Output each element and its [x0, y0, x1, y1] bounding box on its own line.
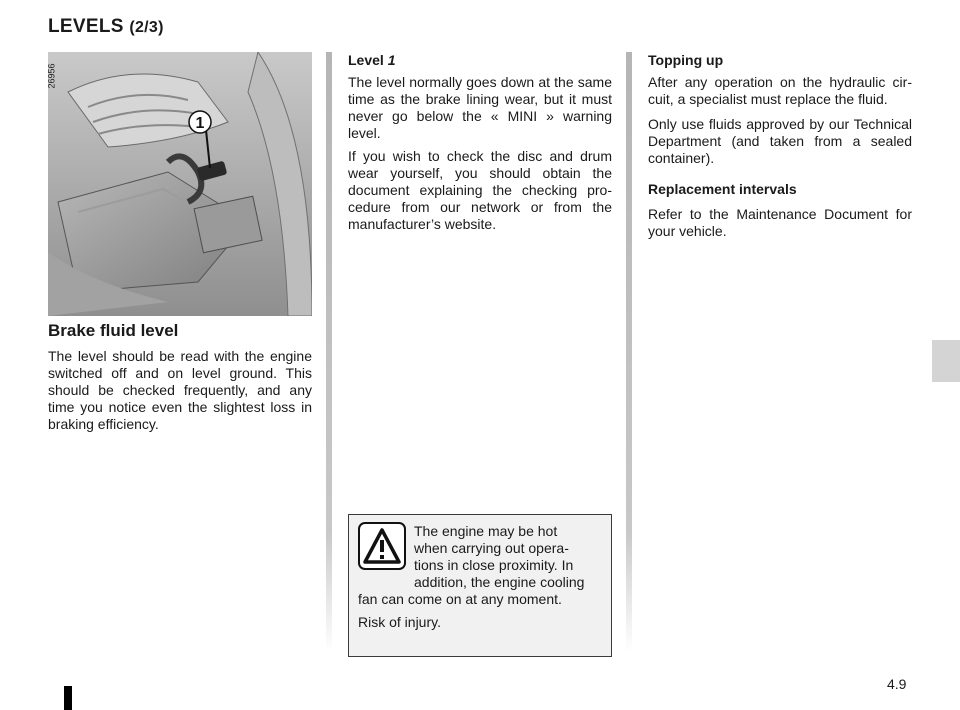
page-title: [48, 16, 164, 38]
warning-triangle-icon: [358, 522, 406, 570]
figure-reference-code: 26956: [46, 63, 57, 89]
warning-dot: [380, 555, 384, 559]
figure-reference: [46, 58, 66, 98]
level-heading-number: 1: [387, 52, 396, 68]
column-divider: [326, 52, 332, 652]
page-title-suffix: (2/3): [129, 19, 164, 36]
warning-line-5: fan can come on at any moment.: [358, 591, 562, 607]
page-number: 4.9: [887, 676, 907, 692]
column-divider: [626, 52, 632, 652]
warning-line-1: The engine may be hot: [414, 523, 558, 539]
section-thumb-tab: [932, 340, 960, 382]
warning-triangle-graphic: [363, 527, 401, 565]
brake-fluid-paragraph: The level should be read with the engine switched off and on level ground. This should be checked frequently, and any time you notice even the slightest loss in braking efficiency.: [48, 348, 312, 432]
corner-mark: [64, 686, 72, 710]
level-heading: [348, 52, 612, 69]
replacement-intervals-heading: Replacement intervals: [648, 181, 797, 197]
replacement-intervals-paragraph: Refer to the Maintenance Document for your vehicle.: [648, 206, 912, 239]
warning-line-2: when carrying out opera-: [414, 540, 569, 556]
warning-risk: Risk of injury.: [358, 614, 441, 630]
warning-line-3: tions in close proximity. In: [414, 557, 574, 573]
topping-up-paragraph: After any operation on the hydraulic cir-cuit, a specialist must replace the fluid.: [648, 74, 912, 107]
engine-bay-illustration: [48, 52, 312, 316]
level-paragraph-1: The level normally goes down at the same time as the brake lining wear, but it must never go below the « MINI » warning level.: [348, 74, 612, 141]
topping-up-heading: Topping up: [648, 52, 724, 68]
warning-bar: [380, 540, 384, 552]
level-heading-text: Level: [348, 52, 388, 68]
section-title: Brake fluid level: [48, 321, 179, 340]
approved-fluids-paragraph: Only use fluids approved by our Technical Department (and taken from a sealed container).: [648, 116, 912, 166]
level-paragraph-2: If you wish to check the disc and drum wear yourself, you should obtain the document explaining the checking pro-cedure from our network or from the manufacturer’s website.: [348, 148, 612, 232]
engine-bay-drawing: [48, 52, 312, 316]
page-title-text: LEVELS: [48, 16, 124, 37]
warning-line-4: addition, the engine cooling: [414, 574, 585, 590]
callout-number: 1: [195, 115, 205, 132]
